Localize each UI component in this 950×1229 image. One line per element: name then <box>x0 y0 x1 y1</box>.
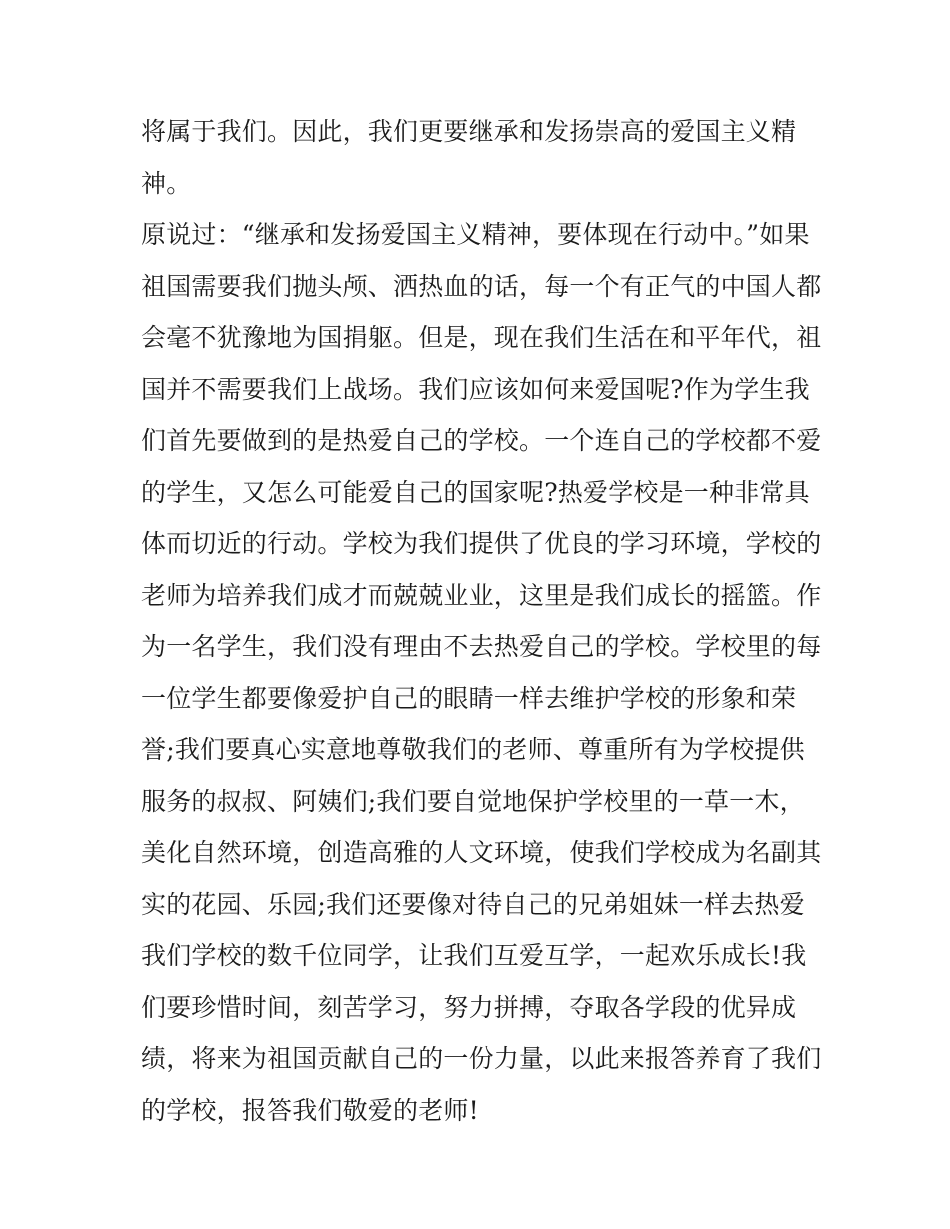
text-line: 老师为培养我们成才而兢兢业业，这里是我们成长的摇篮。作 <box>141 580 822 610</box>
text-line: 会毫不犹豫地为国捐躯。但是，现在我们生活在和平年代，祖 <box>141 323 822 352</box>
text-line: 原说过：“继承和发扬爱国主义精神，要体现在行动中。”如果 <box>141 220 810 249</box>
text-line: 们首先要做到的是热爱自己的学校。一个连自己的学校都不爱 <box>141 426 822 455</box>
text-line: 神。 <box>141 168 192 198</box>
text-line: 誉;我们要真心实意地尊敬我们的老师、尊重所有为学校提供 <box>141 735 805 764</box>
text-line: 体而切近的行动。学校为我们提供了优良的学习环境，学校的 <box>141 529 822 558</box>
text-line: 为一名学生，我们没有理由不去热爱自己的学校。学校里的每 <box>141 632 822 661</box>
text-line: 祖国需要我们抛头颅、洒热血的话，每一个有正气的中国人都 <box>141 271 822 301</box>
text-line: 服务的叔叔、阿姨们;我们要自觉地保护学校里的一草一木， <box>141 786 805 816</box>
text-line: 国并不需要我们上战场。我们应该如何来爱国呢?作为学生我 <box>141 374 810 404</box>
text-line: 们要珍惜时间，刻苦学习，努力拼搏，夺取各学段的优异成 <box>141 992 797 1022</box>
text-line: 的学校，报答我们敬爱的老师! <box>141 1095 479 1125</box>
text-line: 的学生，又怎么可能爱自己的国家呢?热爱学校是一种非常具 <box>141 477 810 507</box>
text-line: 美化自然环境，创造高雅的人文环境，使我们学校成为名副其 <box>141 838 822 867</box>
text-line: 我们学校的数千位同学，让我们互爱互学，一起欢乐成长!我 <box>141 941 807 970</box>
text-line: 将属于我们。因此，我们更要继承和发扬崇高的爱国主义精 <box>141 117 797 146</box>
text-line: 绩，将来为祖国贡献自己的一份力量，以此来报答养育了我们 <box>141 1044 822 1073</box>
text-line: 实的花园、乐园;我们还要像对待自己的兄弟姐妹一样去热爱 <box>141 889 805 919</box>
body-text <box>141 106 821 1136</box>
text-line: 一位学生都要像爱护自己的眼睛一样去维护学校的形象和荣 <box>141 683 797 713</box>
